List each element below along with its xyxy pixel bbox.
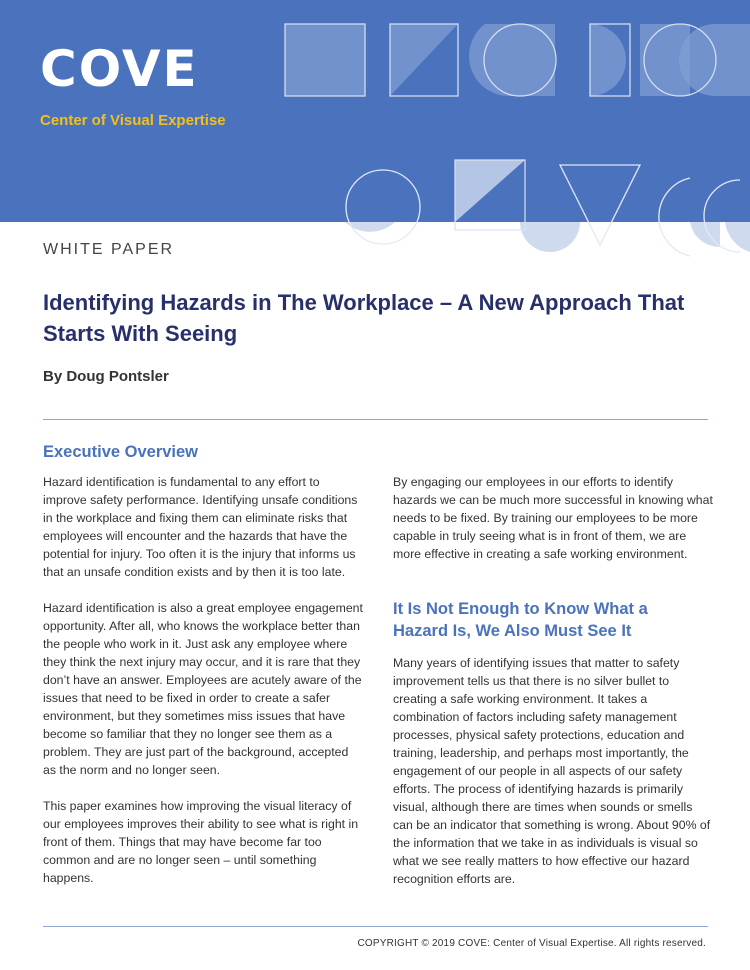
paragraph: Hazard identification is also a great employee engagement opportunity. After all, who knows the workplace better than the people who work in it. Just ask any employee where they think the next injury may occur, and it is rare that they don’t have an answer. Employees are acutely aware of the issues that need to be fixed in order to create a safer environment, but they sometimes miss issues that have become so familiar that they no longer see them as a problem. They are just part of the background, accepted as the norm and no longer seen.: [43, 601, 363, 777]
column-right-continued: [393, 654, 713, 906]
divider-bottom: [43, 926, 708, 927]
copyright-footer: COPYRIGHT © 2019 COVE: Center of Visual Expertise. All rights reserved.: [357, 938, 706, 949]
paragraph: This paper examines how improving the visual literacy of our employees improves their ability to see what is right in front of them. Things that may have become far too common and are no longer seen – until something happens.: [43, 799, 359, 885]
paragraph: By engaging our employees in our efforts to identify hazards we can be much more successful in knowing what needs to be fixed. By training our employees to be more capable in truly seeing what is in front of them, we are more effective in creating a safe working environment.: [393, 475, 713, 561]
logo-subtitle: Center of Visual Expertise: [40, 112, 226, 129]
column-left: [43, 473, 363, 905]
divider-top: [43, 419, 708, 420]
logo: COVE: [40, 40, 199, 98]
paragraph: Many years of identifying issues that matter to safety improvement tells us that there is no silver bullet to creating a safe working environment. It takes a combination of factors including safety management processes, physical safety protections, education and training, leadership, and perhaps most importantly, the engagement of our people in all aspects of our safety efforts. The process of identifying hazards is primarily visual, although there are times when sounds or smells can be an indicator that something is wrong. About 90% of the information that we take in as individuals is visual so what we see really matters to how effective our hazard recognition efforts are.: [393, 656, 711, 886]
section-heading: It Is Not Enough to Know What a Hazard Is, We Also Must See It: [393, 600, 648, 640]
header-banner: [0, 0, 750, 222]
document-type-label: WHITE PAPER: [43, 241, 175, 258]
author-byline: By Doug Pontsler: [43, 368, 169, 385]
executive-overview-heading: Executive Overview: [43, 443, 199, 461]
column-right: [393, 473, 713, 581]
paragraph: Hazard identification is fundamental to any effort to improve safety performance. Identifying unsafe conditions in the workplace and fixing them can eliminate risks that employees will encounter and the hazards that have the potential for injury. Too often it is the injury that informs us that an unsafe condition exists and by then it is too late.: [43, 475, 358, 579]
document-title: Identifying Hazards in The Workplace – A New Approach That Starts With Seeing: [43, 290, 685, 346]
